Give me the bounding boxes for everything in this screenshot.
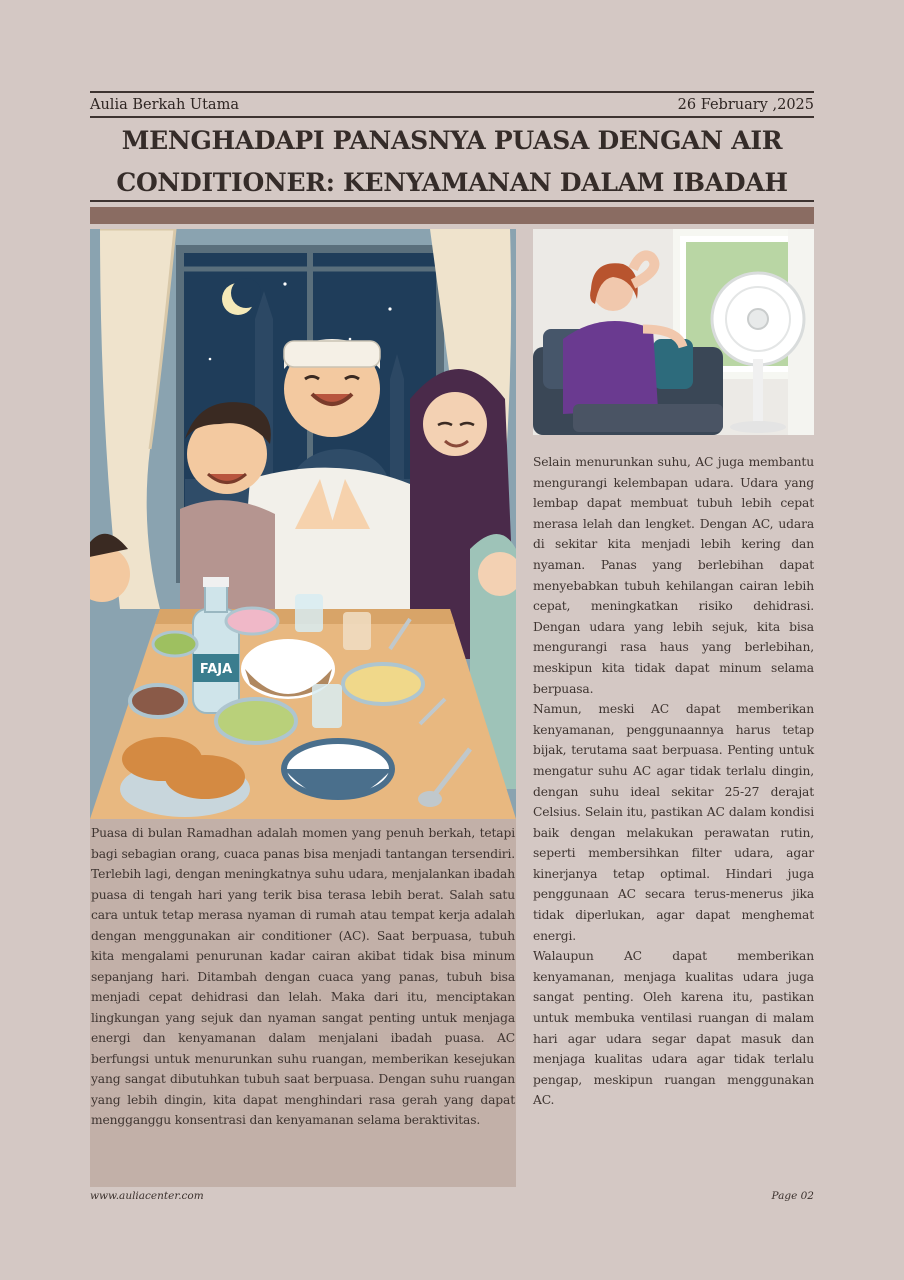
article-paragraph-humidity: Selain menurunkan suhu, AC juga membantu mengurangi kelembapan udara. Udara yang lembap dapat membuat tubuh lebih cepat merasa lelah dan lengket. Dengan AC, udara di sekitar kita menjadi lebih kering dan nyaman. Panas yang berlebihan dapat menyebabkan tubuh kehilangan cairan lebih cepat, meningkatkan risiko dehidrasi. Dengan udara yang lebih sejuk, kita bisa mengurangi rasa haus yang berlebihan, meskipun kita tidak dapat minum selama berpuasa. [533, 455, 814, 696]
article-intro-paragraph: Puasa di bulan Ramadhan adalah momen yang penuh berkah, tetapi bagi sebagian orang, cuaca panas bisa menjadi tantangan tersendiri. Terlebih lagi, dengan meningkatnya suhu udara, menjalankan ibadah puasa di tengah hari yang terik bisa terasa lebih berat. Salah satu cara untuk tetap merasa nyaman di rumah atau tempat kerja adalah dengan menggunakan air conditioner (AC). Saat berpuasa, tubuh kita mengalami penurunan kadar cairan akibat tidak bisa minum sepanjang hari. Ditambah dengan cuaca yang panas, tubuh bisa menjadi cepat dehidrasi dan lelah. Maka dari itu, menciptakan lingkungan yang sejuk dan nyaman sangat penting untuk menjaga energi dan kenyamanan dalam menjalani ibadah puasa. AC berfungsi untuk menurunkan suhu ruangan, memberikan kesejukan yang sangat dibutuhkan tubuh saat berpuasa. Dengan suhu ruangan yang lebih dingin, kita dapat menghindari rasa gerah yang dapat mengganggu konsentrasi dan kenyamanan selama beraktivitas. [91, 826, 515, 1127]
decorative-band [90, 207, 814, 224]
article-title [90, 120, 814, 204]
publish-date: 26 February ,2025 [677, 97, 814, 113]
title-line-2: CONDITIONER: KENYAMANAN DALAM IBADAH [116, 168, 788, 197]
publisher-name: Aulia Berkah Utama [90, 97, 239, 113]
footer-page-number: Page 02 [771, 1190, 814, 1202]
title-line-1: MENGHADAPI PANASNYA PUASA DENGAN AIR [121, 126, 783, 155]
article-paragraph-usage: Namun, meski AC dapat memberikan kenyamanan, penggunaannya harus tetap bijak, terutama saat berpuasa. Penting untuk mengatur suhu AC agar tidak terlalu dingin, dengan suhu ideal sekitar 25-27 derajat Celsius. Selain itu, pastikan AC dalam kondisi baik dengan melakukan perawatan rutin, seperti membersihkan filter udara, agar kinerjanya tetap optimal. Hindari juga penggunaan AC secara terus-menerus jika tidak diperlukan, agar dapat menghemat energi. [533, 702, 814, 943]
title-rule [90, 200, 814, 202]
family-iftar-illustration [90, 229, 516, 819]
footer-website: www.auliacenter.com [90, 1190, 204, 1202]
article-left-column [90, 819, 516, 1187]
hot-woman-fan-photo [533, 229, 814, 435]
article-paragraph-ventilation: Walaupun AC dapat memberikan kenyamanan, menjaga kualitas udara juga sangat penting. Oleh karena itu, pastikan untuk membuka ventilasi ruangan di malam hari agar udara segar dapat masuk dan menjaga kualitas udara agar tidak terlalu pengap, meskipun ruangan menggunakan AC. [533, 949, 814, 1108]
header-top-rule [90, 91, 814, 93]
page-header [90, 95, 814, 115]
article-right-column [533, 452, 814, 1111]
header-bottom-rule [90, 116, 814, 118]
bottle-label: FAJA [199, 662, 233, 677]
